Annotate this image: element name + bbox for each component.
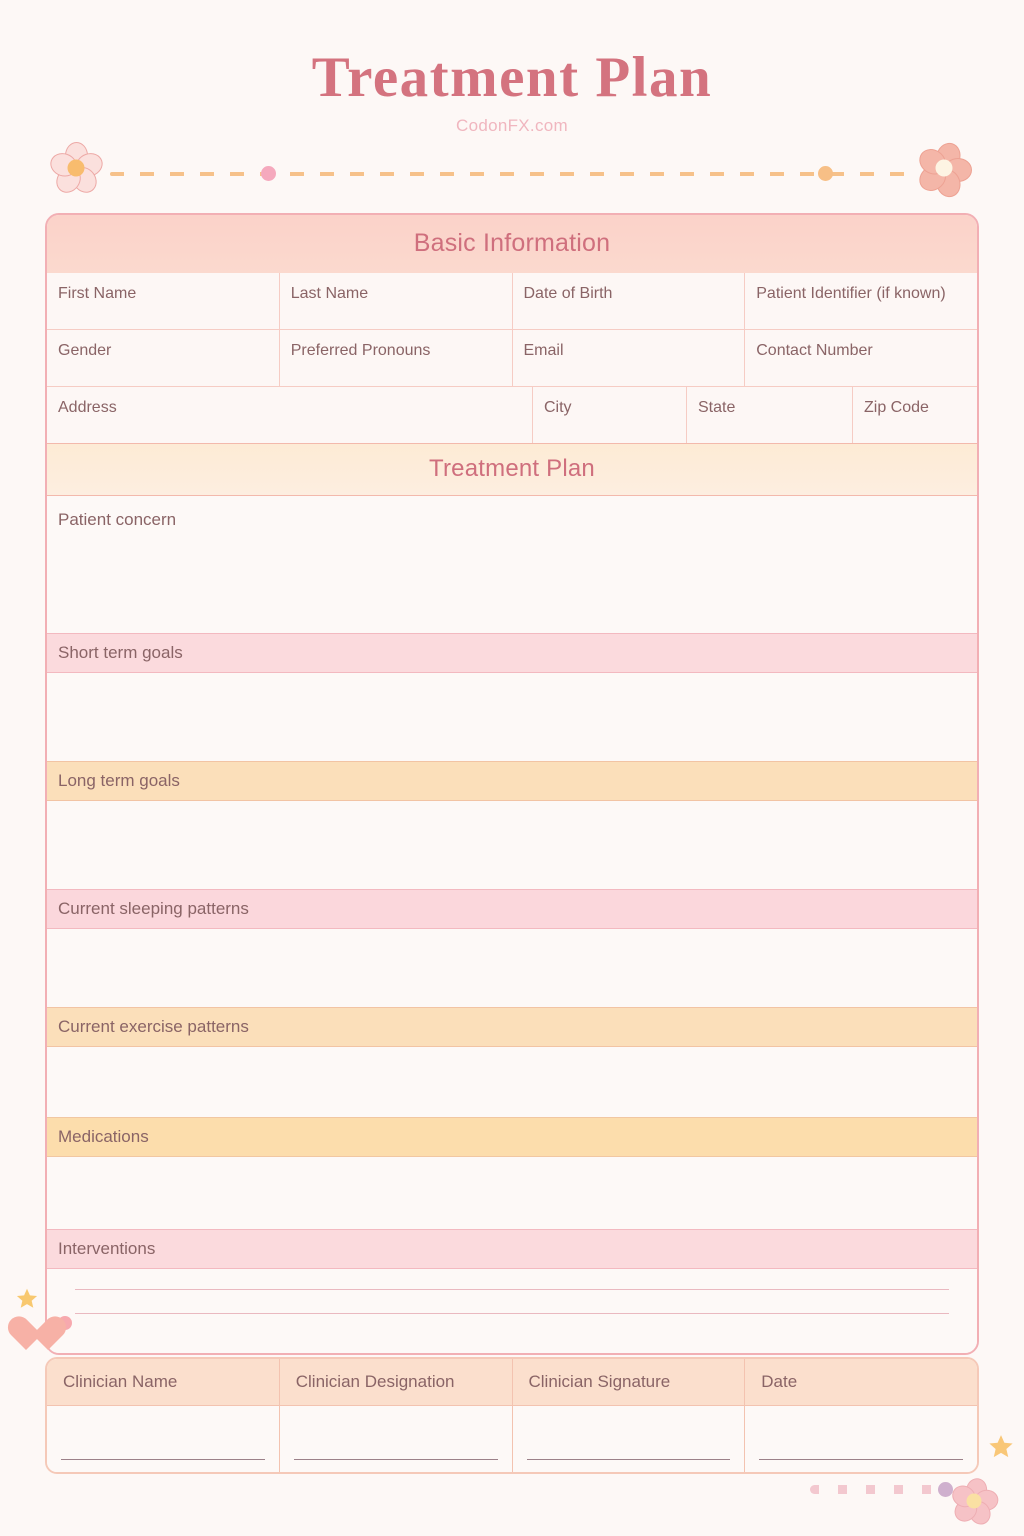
field-short-term-goals[interactable] bbox=[47, 673, 977, 761]
field-medications[interactable] bbox=[47, 1157, 977, 1229]
label-patient-concern: Patient concern bbox=[47, 496, 977, 539]
dot-icon-pink bbox=[261, 166, 276, 181]
table-row bbox=[47, 329, 977, 386]
flower-icon-bottom bbox=[950, 1477, 998, 1525]
input-clinician-name[interactable] bbox=[47, 1406, 279, 1472]
writing-line bbox=[75, 1289, 949, 1290]
field-preferred-pronouns[interactable]: Preferred Pronouns bbox=[280, 330, 513, 386]
header-date: Date bbox=[745, 1359, 977, 1406]
field-current-sleeping-patterns[interactable] bbox=[47, 929, 977, 1007]
field-date-of-birth[interactable]: Date of Birth bbox=[513, 273, 746, 329]
header-clinician-designation: Clinician Designation bbox=[280, 1359, 512, 1406]
field-current-exercise-patterns[interactable] bbox=[47, 1047, 977, 1117]
label-current-exercise-patterns: Current exercise patterns bbox=[47, 1007, 977, 1047]
column-clinician-designation bbox=[280, 1359, 513, 1472]
input-clinician-signature[interactable] bbox=[513, 1406, 745, 1472]
flower-icon-right bbox=[916, 140, 972, 196]
signature-table bbox=[45, 1357, 979, 1474]
header-clinician-name: Clinician Name bbox=[47, 1359, 279, 1406]
field-gender[interactable]: Gender bbox=[47, 330, 280, 386]
field-first-name[interactable]: First Name bbox=[47, 273, 280, 329]
label-long-term-goals: Long term goals bbox=[47, 761, 977, 801]
page-header bbox=[0, 0, 1024, 136]
input-date[interactable] bbox=[745, 1406, 977, 1472]
star-icon-right bbox=[986, 1432, 1016, 1462]
field-city[interactable]: City bbox=[533, 387, 687, 443]
section-header-treatment-plan: Treatment Plan bbox=[47, 443, 977, 496]
label-interventions: Interventions bbox=[47, 1229, 977, 1269]
column-clinician-signature bbox=[513, 1359, 746, 1472]
heart-icon bbox=[8, 1316, 48, 1352]
field-last-name[interactable]: Last Name bbox=[280, 273, 513, 329]
label-current-sleeping-patterns: Current sleeping patterns bbox=[47, 889, 977, 929]
field-contact-number[interactable]: Contact Number bbox=[745, 330, 977, 386]
table-row bbox=[47, 273, 977, 329]
header-clinician-signature: Clinician Signature bbox=[513, 1359, 745, 1406]
label-short-term-goals: Short term goals bbox=[47, 633, 977, 673]
field-patient-concern[interactable] bbox=[47, 539, 977, 633]
field-zip-code[interactable]: Zip Code bbox=[853, 387, 979, 443]
writing-line bbox=[75, 1313, 949, 1314]
page-subtitle: CodonFX.com bbox=[456, 115, 568, 135]
dotted-trail bbox=[810, 1485, 940, 1494]
column-date bbox=[745, 1359, 977, 1472]
star-icon-left bbox=[14, 1286, 40, 1312]
input-clinician-designation[interactable] bbox=[280, 1406, 512, 1472]
field-state[interactable]: State bbox=[687, 387, 853, 443]
decorative-divider bbox=[0, 144, 1024, 204]
page-title: Treatment Plan bbox=[311, 46, 713, 109]
dot-icon-orange bbox=[818, 166, 833, 181]
field-address[interactable]: Address bbox=[47, 387, 533, 443]
form-card bbox=[45, 213, 979, 1355]
field-interventions[interactable] bbox=[47, 1269, 977, 1353]
dashed-line bbox=[110, 172, 914, 176]
column-clinician-name bbox=[47, 1359, 280, 1472]
flower-icon-left bbox=[48, 140, 104, 196]
field-email[interactable]: Email bbox=[513, 330, 746, 386]
table-row bbox=[47, 386, 977, 443]
field-patient-identifier[interactable]: Patient Identifier (if known) bbox=[745, 273, 977, 329]
label-medications: Medications bbox=[47, 1117, 977, 1157]
section-header-basic-information: Basic Information bbox=[47, 215, 977, 273]
field-long-term-goals[interactable] bbox=[47, 801, 977, 889]
